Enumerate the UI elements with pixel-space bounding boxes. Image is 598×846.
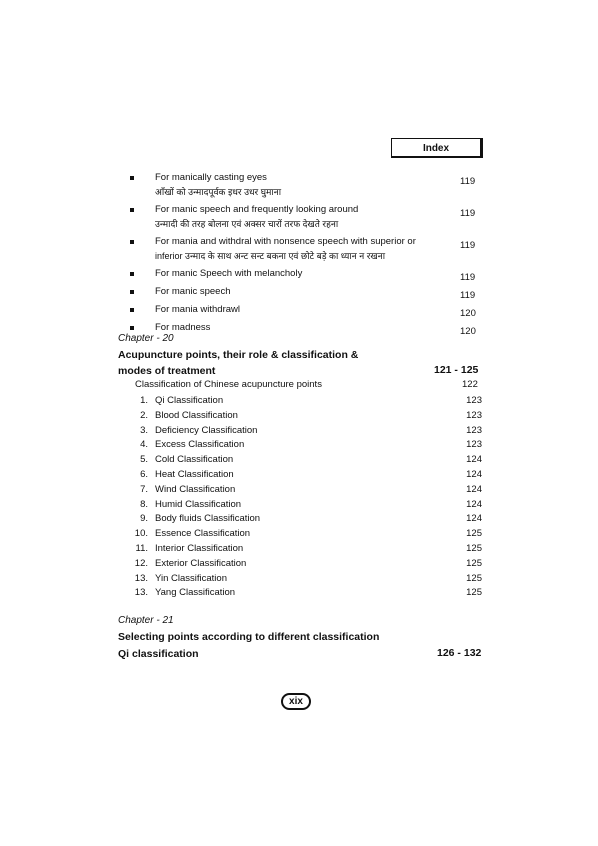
classification-page: 124 [466,454,482,466]
bullet-item-hindi: inferior उन्माद के साथ अन्ट सन्ट बकना एवं छोटे बड़े का ध्यान न रखना [155,251,386,261]
classification-page: 125 [466,528,482,540]
bullet-item-page: 120 [460,326,476,337]
bullet-mark [130,290,134,294]
chapter-20-title-line1: Acupuncture points, their role & classification & [118,349,359,361]
bullet-mark [130,326,134,330]
bullet-mark [130,176,134,180]
classification-num: 9. [140,513,148,525]
classification-label: Excess Classification [155,439,245,451]
classification-label: Heat Classification [155,468,234,480]
classification-row [130,542,482,557]
bullet-item [130,171,490,199]
classification-page: 123 [466,409,482,421]
bullet-list [130,171,490,339]
classification-label: Qi Classification [155,395,224,406]
bullet-item [130,235,490,263]
bullet-item [130,321,490,335]
classification-num: 10. [134,528,148,540]
classification-row [130,572,482,587]
classification-label: Deficiency Classification [155,424,258,436]
classification-label: Yang Classification [155,587,236,599]
bullet-item-text: For manically casting eyes [155,172,267,183]
bullet-mark [130,208,134,212]
index-header-box: Index [391,138,483,158]
classification-num: 4. [140,439,148,451]
classification-row [130,586,482,601]
bullet-item-text: For manic Speech with melancholy [155,268,303,279]
classification-label: Wind Classification [155,483,236,495]
bullet-item-text: For mania withdrawl [155,304,240,315]
chapter-21-page-range: 126 - 132 [437,647,482,659]
classification-row [130,394,482,409]
classification-page: 125 [466,572,482,584]
bullet-item-page: 120 [460,308,476,319]
classification-page: 125 [466,557,482,569]
bullet-item [130,303,490,317]
classification-num: 7. [140,483,148,495]
classification-row [130,527,482,542]
classification-label: Exterior Classification [155,557,247,569]
chapter-21-title-line1: Selecting points according to different classification [118,631,380,643]
classification-page: 123 [466,424,482,436]
classification-num: 6. [140,468,148,480]
page-number: xix [281,693,311,710]
classification-page: 125 [466,587,482,599]
bullet-item-page: 119 [460,240,476,251]
classification-row [130,512,482,527]
chapter-20-label: Chapter - 20 [118,333,174,344]
classification-label: Yin Classification [155,572,227,584]
classification-page: 124 [466,483,482,495]
classification-num: 3. [140,424,148,436]
classification-page: 124 [466,498,482,510]
classification-page: 123 [466,439,482,451]
classification-page: 124 [466,468,482,480]
classification-num: 1. [140,395,148,406]
bullet-mark [130,308,134,312]
classification-label: Cold Classification [155,454,234,466]
classification-row [130,498,482,513]
classification-page: 123 [466,395,482,406]
classification-num: 2. [140,409,148,421]
classification-num: 11. [135,542,148,554]
bullet-item-page: 119 [460,176,476,187]
bullet-item-text: For manic speech and frequently looking around [155,204,359,215]
bullet-mark [130,272,134,276]
chapter-20-title-line2: modes of treatment [118,365,216,377]
classification-num: 8. [140,498,148,510]
classification-list [130,394,482,601]
classification-page: 125 [466,542,482,554]
classification-row [130,557,482,572]
bullet-item-page: 119 [460,208,476,219]
chapter-21-label: Chapter - 21 [118,615,174,626]
classification-label: Essence Classification [155,528,251,540]
classification-num: 5. [140,454,148,466]
classification-label: Blood Classification [155,409,238,421]
bullet-item-hindi: उन्मादी की तरह बोलना एवं अक्सर चारों तरफ देखते रहना [155,219,339,229]
bullet-item-text: For mania and withdral with nonsence speech with superior or [155,236,416,247]
classification-row [130,409,482,424]
classification-row [130,453,482,468]
bullet-item [130,285,490,299]
bullet-item [130,203,490,231]
bullet-item-text: For madness [155,322,211,333]
chapter-20-page-range: 121 - 125 [434,364,479,376]
classification-label: Interior Classification [155,542,244,554]
classification-page: 124 [466,513,482,525]
classification-row [130,438,482,453]
chapter-21-title-line2: Qi classification [118,648,199,660]
classification-row [130,424,482,439]
classification-num: 13. [134,587,148,599]
classification-num: 13. [134,572,148,584]
bullet-item-text: For manic speech [155,286,231,297]
classification-row [130,483,482,498]
classification-row [130,468,482,483]
classification-label: Humid Classification [155,498,242,510]
chapter-20-subheading: Classification of Chinese acupuncture points [135,379,322,390]
classification-label: Body fluids Classification [155,513,261,525]
bullet-mark [130,240,134,244]
bullet-item [130,267,490,281]
bullet-item-page: 119 [460,272,476,283]
bullet-item-page: 119 [460,290,476,301]
chapter-20-subheading-page: 122 [462,379,478,390]
bullet-item-hindi: आँखों को उन्मादपूर्वक इधर उधर घुमाना [155,187,282,197]
classification-num: 12. [134,557,148,569]
